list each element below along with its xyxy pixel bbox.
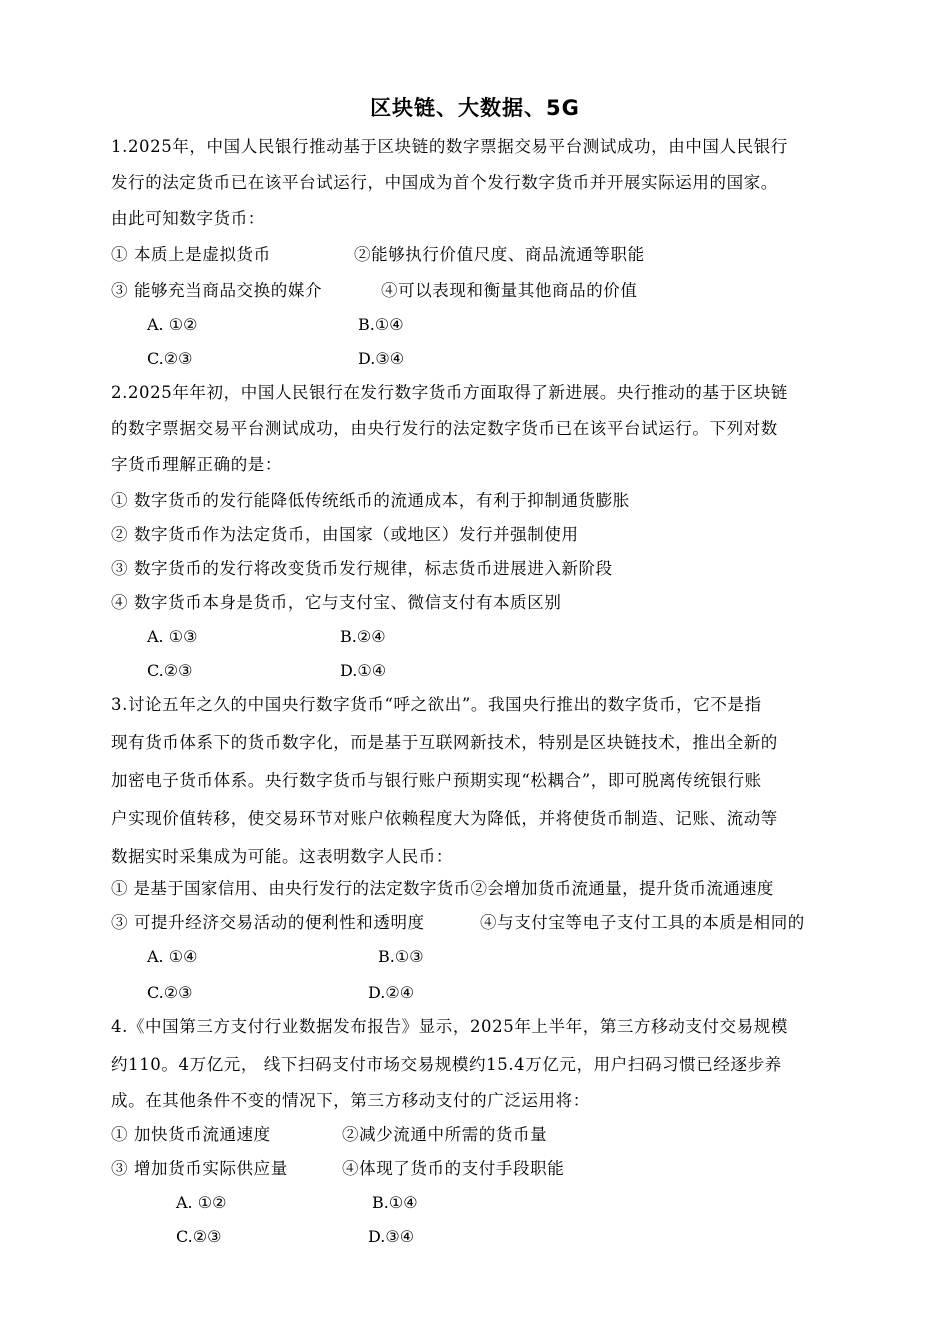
q3-stem-line-3: 加密电子货币体系。央行数字货币与银行账户预期实现“松耦合”，即可脱离传统银行账 (111, 771, 762, 790)
q2-stem-line-1: 2.2025年年初，中国人民银行在发行数字货币方面取得了新进展。央行推动的基于区块链 (111, 383, 788, 402)
q2-item-4: ④ 数字货币本身是货币，它与支付宝、微信支付有本质区别 (111, 593, 562, 612)
q4-option-c: C.②③ (176, 1227, 222, 1246)
q1-stem-line-1: 1.2025年，中国人民银行推动基于区块链的数字票据交易平台测试成功，由中国人民银行 (111, 137, 788, 156)
q3-stem-line-2: 现有货币体系下的货币数字化，而是基于互联网新技术，特别是区块链技术，推出全新的 (111, 733, 778, 752)
q4-option-b: B.①④ (372, 1193, 418, 1212)
q2-option-d: D.①④ (340, 661, 387, 680)
q2-option-b: B.②④ (340, 627, 386, 646)
q3-item-3: ③ 可提升经济交易活动的便利性和透明度 (111, 913, 425, 932)
q2-option-a: A. ①③ (147, 627, 198, 646)
q3-option-b: B.①③ (378, 947, 424, 966)
q4-stem-line-1: 4.《中国第三方支付行业数据发布报告》显示，2025年上半年，第三方移动支付交易规模 (111, 1017, 788, 1036)
q1-option-b: B.①④ (358, 315, 404, 334)
q1-item-2: ②能够执行价值尺度、商品流通等职能 (354, 245, 645, 264)
q2-stem-line-3: 字货币理解正确的是： (111, 455, 282, 474)
q4-item-2: ②减少流通中所需的货币量 (342, 1125, 548, 1144)
q4-item-1: ① 加快货币流通速度 (111, 1125, 271, 1144)
q3-stem-line-4: 户实现价值转移，使交易环节对账户依赖程度大为降低，并将使货币制造、记账、流动等 (111, 809, 778, 828)
q4-option-d: D.③④ (368, 1227, 415, 1246)
q2-stem-line-2: 的数字票据交易平台测试成功，由央行发行的法定数字货币已在该平台试运行。下列对数 (111, 419, 778, 438)
q1-option-c: C.②③ (147, 349, 193, 368)
q3-option-c: C.②③ (147, 983, 193, 1002)
q3-option-a: A. ①④ (147, 947, 198, 966)
q4-item-3: ③ 增加货币实际供应量 (111, 1159, 288, 1178)
q3-item-4: ④与支付宝等电子支付工具的本质是相同的 (480, 913, 805, 932)
q2-item-1: ① 数字货币的发行能降低传统纸币的流通成本，有利于抑制通货膨胀 (111, 491, 630, 510)
q1-item-3: ③ 能够充当商品交换的媒介 (111, 281, 323, 300)
q4-option-a: A. ①② (176, 1193, 227, 1212)
q4-stem-line-2: 约110。4万亿元， 线下扫码支付市场交易规模约15.4万亿元，用户扫码习惯已经逐步养 (111, 1055, 782, 1074)
q2-item-3: ③ 数字货币的发行将改变货币发行规律，标志货币进展进入新阶段 (111, 559, 613, 578)
q1-item-1: ① 本质上是虚拟货币 (111, 245, 271, 264)
q1-option-d: D.③④ (358, 349, 405, 368)
page-title: 区块链、大数据、5G (370, 96, 580, 120)
q4-item-4: ④体现了货币的支付手段职能 (342, 1159, 565, 1178)
q3-item-1-2: ① 是基于国家信用、由央行发行的法定数字货币②会增加货币流通量，提升货币流通速度 (111, 879, 774, 898)
q3-stem-line-1: 3.讨论五年之久的中国央行数字货币“呼之欲出”。我国央行推出的数字货币，它不是指 (111, 695, 762, 714)
q2-option-c: C.②③ (147, 661, 193, 680)
q3-stem-line-5: 数据实时采集成为可能。这表明数字人民币： (111, 847, 453, 866)
q4-stem-line-3: 成。在其他条件不变的情况下，第三方移动支付的广泛运用将： (111, 1091, 590, 1110)
q1-stem-line-3: 由此可知数字货币： (111, 209, 265, 228)
q3-option-d: D.②④ (368, 983, 415, 1002)
q2-item-2: ② 数字货币作为法定货币，由国家（或地区）发行并强制使用 (111, 525, 579, 544)
q1-item-4: ④可以表现和衡量其他商品的价值 (381, 281, 638, 300)
q1-stem-line-2: 发行的法定货币已在该平台试运行，中国成为首个发行数字货币并开展实际运用的国家。 (111, 173, 778, 192)
q1-option-a: A. ①② (147, 315, 198, 334)
